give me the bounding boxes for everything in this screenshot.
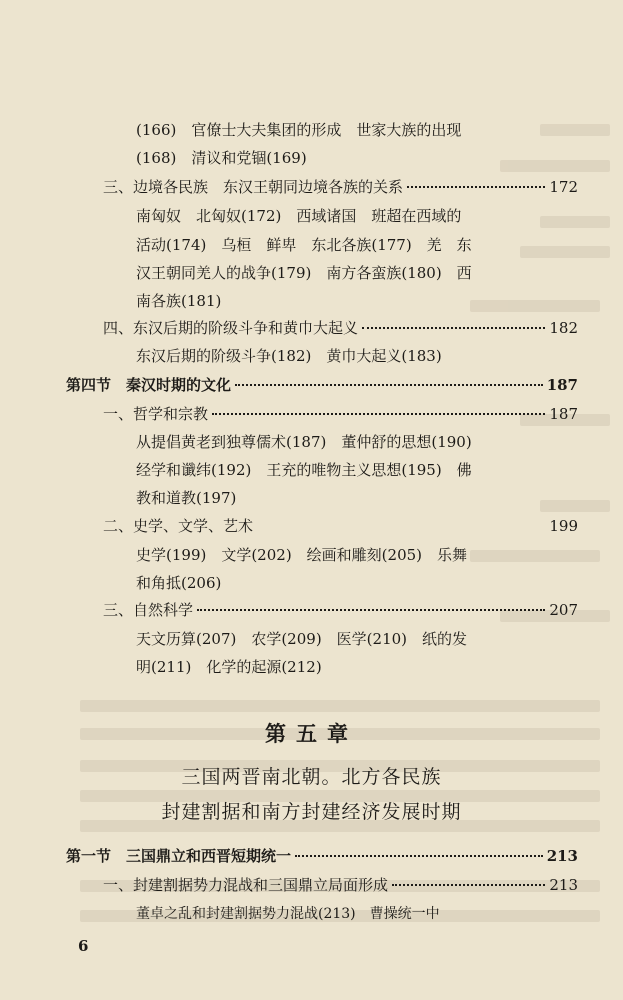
chapter-title-line-1: 三国两晋南北朝。北方各民族 bbox=[181, 766, 442, 788]
toc-entry-title: 三、边境各民族 东汉王朝同边境各族的关系 bbox=[103, 178, 404, 196]
toc-entry-history-literature-art[interactable] bbox=[103, 516, 578, 536]
toc-subitems-line: (168) 清议和党锢(169) bbox=[136, 149, 307, 167]
page-number: 6 bbox=[78, 937, 89, 955]
toc-entry-title: 三、自然科学 bbox=[103, 601, 194, 619]
toc-entry-title: 一、封建割据势力混战和三国鼎立局面形成 bbox=[103, 876, 389, 894]
toc-entry-section-four-class-struggle[interactable] bbox=[103, 318, 578, 338]
toc-subitems-line: (166) 官僚士大夫集团的形成 世家大族的出现 bbox=[136, 121, 462, 139]
toc-entry-page: 182 bbox=[549, 319, 578, 337]
toc-subitems-line: 南各族(181) bbox=[136, 292, 222, 310]
toc-entry-title: 一、哲学和宗教 bbox=[103, 405, 209, 423]
toc-entry-natural-science[interactable] bbox=[103, 600, 578, 620]
toc-subitems-line: 经学和谶纬(192) 王充的唯物主义思想(195) 佛 bbox=[136, 461, 472, 479]
dot-leader bbox=[257, 525, 545, 527]
toc-entry-title: 二、史学、文学、艺术 bbox=[103, 517, 254, 535]
toc-subitems-line: 活动(174) 乌桓 鲜卑 东北各族(177) 羌 东 bbox=[136, 236, 472, 254]
chapter-title-line-2: 封建割据和南方封建经济发展时期 bbox=[161, 801, 462, 823]
toc-entry-warlord-wars[interactable] bbox=[103, 875, 578, 895]
toc-entry-page: 213 bbox=[546, 847, 578, 865]
toc-entry-page: 199 bbox=[549, 517, 578, 535]
toc-entry-page: 172 bbox=[549, 178, 578, 196]
toc-entry-section-four-culture[interactable] bbox=[66, 375, 578, 395]
toc-subitems-line: 教和道教(197) bbox=[136, 489, 237, 507]
chapter-heading: 第五章 bbox=[265, 721, 358, 746]
dot-leader bbox=[212, 413, 545, 415]
dot-leader bbox=[362, 327, 545, 329]
dot-leader bbox=[295, 855, 543, 857]
toc-subitems-line: 天文历算(207) 农学(209) 医学(210) 纸的发 bbox=[136, 630, 468, 648]
toc-subitems-line: 和角抵(206) bbox=[136, 574, 222, 592]
toc-subitems-line: 明(211) 化学的起源(212) bbox=[136, 658, 322, 676]
toc-entry-page: 207 bbox=[549, 601, 578, 619]
toc-subitems-line: 史学(199) 文学(202) 绘画和雕刻(205) 乐舞 bbox=[136, 546, 468, 564]
toc-entry-page: 187 bbox=[549, 405, 578, 423]
toc-entry-title: 四、东汉后期的阶级斗争和黄巾大起义 bbox=[103, 319, 359, 337]
toc-subitems-line: 从提倡黄老到独尊儒术(187) 董仲舒的思想(190) bbox=[136, 433, 472, 451]
toc-entry-page: 187 bbox=[546, 376, 578, 394]
toc-entry-page: 213 bbox=[549, 876, 578, 894]
dot-leader bbox=[407, 186, 545, 188]
toc-entry-title: 第四节 秦汉时期的文化 bbox=[66, 376, 232, 394]
toc-entry-philosophy-religion[interactable] bbox=[103, 404, 578, 424]
toc-subitems-line: 董卓之乱和封建割据势力混战(213) 曹操统一中 bbox=[136, 906, 440, 922]
toc-entry-title: 第一节 三国鼎立和西晋短期统一 bbox=[66, 847, 292, 865]
toc-subitems-line: 汉王朝同羌人的战争(179) 南方各蛮族(180) 西 bbox=[136, 264, 472, 282]
toc-entry-section-one-three-kingdoms[interactable] bbox=[66, 846, 578, 866]
toc-subitems-line: 东汉后期的阶级斗争(182) 黄巾大起义(183) bbox=[136, 347, 442, 365]
dot-leader bbox=[197, 609, 545, 611]
dot-leader bbox=[392, 884, 545, 886]
toc-entry-section-three-border-peoples[interactable] bbox=[103, 177, 578, 197]
toc-subitems-line: 南匈奴 北匈奴(172) 西域诸国 班超在西域的 bbox=[136, 207, 462, 225]
dot-leader bbox=[235, 384, 543, 386]
